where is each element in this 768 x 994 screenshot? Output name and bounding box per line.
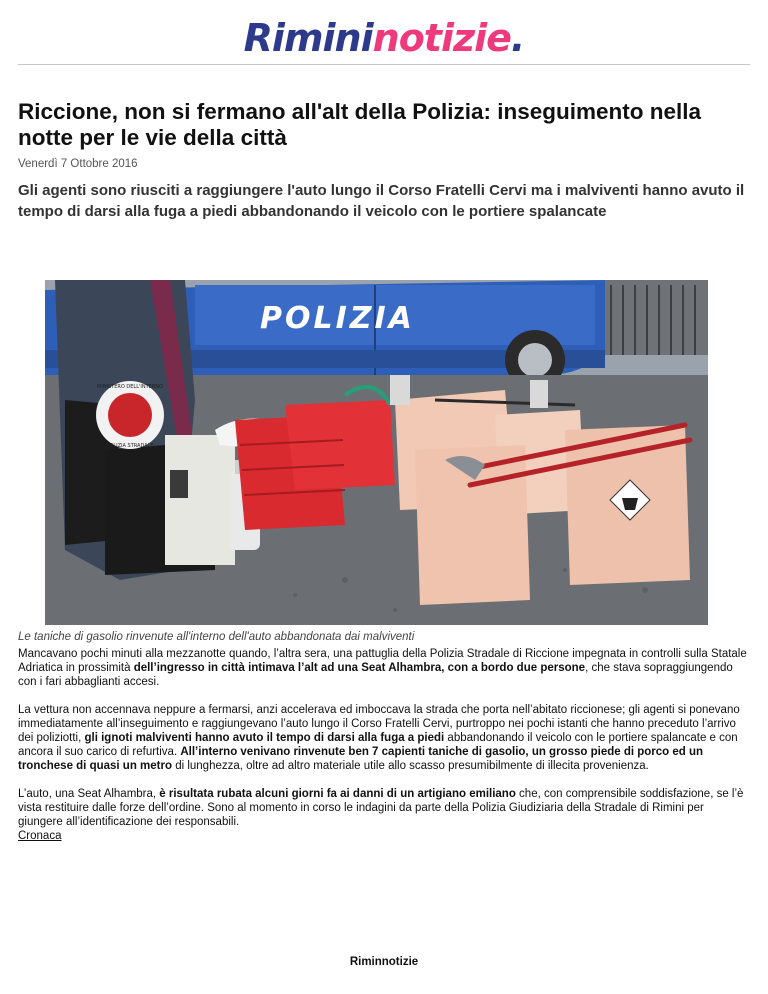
paragraph-text: L’auto, una Seat Alhambra, bbox=[18, 788, 160, 800]
paragraph-text: La vettura non accennava neppure a fermarsi, anzi accelerava ed imboccava la strada che porta nell’abitato riccionese; gli agenti si ponevano immediatamente all’inseguimento e raggiungevano l’auto lungo il Corso Fratelli Cervi, purtroppo nei pochi istanti che hanno preceduto l’arrivo dei poliziotti, bbox=[18, 704, 740, 744]
paragraph-text: di lunghezza, oltre ad altro materiale utile allo scasso presumibilmente di illecita provenienza. bbox=[172, 760, 649, 772]
paragraph-text: Mancavano pochi minuti alla mezzanotte quando, l’altra sera, una pattuglia della Polizia Stradale di Riccione impegnata in controlli sulla Statale Adriatica in prossimità bbox=[18, 648, 747, 674]
article-subtitle: Gli agenti sono riusciti a raggiungere l'auto lungo il Corso Fratelli Cervi ma i malviventi hanno avuto il tempo di darsi alla fuga a piedi abbandonando il veicolo con le portiere spalancate bbox=[18, 182, 745, 220]
logo-part-notizie: notizie bbox=[372, 16, 511, 60]
article-paragraph bbox=[18, 647, 750, 689]
paragraph-text: che, con comprensibile soddisfazione, se l’è vista restituire dalle forze dell’ordine. Sono al momento in corso le indagini da parte della Polizia Giudiziaria della Stradale di Rimini per giungere all’identificazione dei responsabili. bbox=[18, 788, 744, 828]
category-link-cronaca[interactable]: Cronaca bbox=[18, 830, 62, 842]
article-paragraph bbox=[18, 703, 750, 773]
logo-part-rimini: Rimini bbox=[243, 16, 373, 60]
site-logo[interactable] bbox=[0, 16, 768, 60]
header-divider bbox=[18, 64, 750, 65]
article-body bbox=[18, 647, 750, 843]
badge-bottom-text: POLIZIA STRADALE bbox=[106, 443, 154, 449]
car-polizia-label: POLIZIA bbox=[260, 301, 415, 336]
badge-top-text: MINISTERO DELL'INTERNO bbox=[97, 384, 163, 390]
paragraph-highlight: è risultata rubata alcuni giorni fa ai danni di un artigiano emiliano bbox=[159, 788, 516, 800]
logo-part-dot: . bbox=[510, 16, 525, 60]
paragraph-text: , che stava sopraggiungendo con i fari abbaglianti accesi. bbox=[18, 662, 733, 688]
article-title: Riccione, non si fermano all'alt della Polizia: inseguimento nella notte per le vie della città bbox=[18, 99, 701, 150]
article-paragraph bbox=[18, 787, 750, 829]
article-date: Venerdì 7 Ottobre 2016 bbox=[18, 158, 138, 170]
paragraph-highlight: dell’ingresso in città intimava l’alt ad una Seat Alhambra, con a bordo due persone bbox=[133, 662, 586, 674]
paragraph-highlight: gli ignoti malviventi hanno avuto il tempo di darsi alla fuga a piedi bbox=[84, 732, 445, 744]
article-photo bbox=[45, 280, 708, 625]
paragraph-text: abbandonando il veicolo con le portiere spalancate e con ancora il suo carico di refurtiva. bbox=[18, 732, 738, 758]
footer-site-name: Riminnotizie bbox=[349, 956, 419, 968]
photo-caption: Le taniche di gasolio rinvenute all'interno dell'auto abbandonata dai malviventi bbox=[18, 631, 415, 643]
paragraph-highlight: All’interno venivano rinvenute ben 7 capienti taniche di gasolio, un grosso piede di porco ed un tronchese di quasi un metro bbox=[18, 746, 704, 772]
